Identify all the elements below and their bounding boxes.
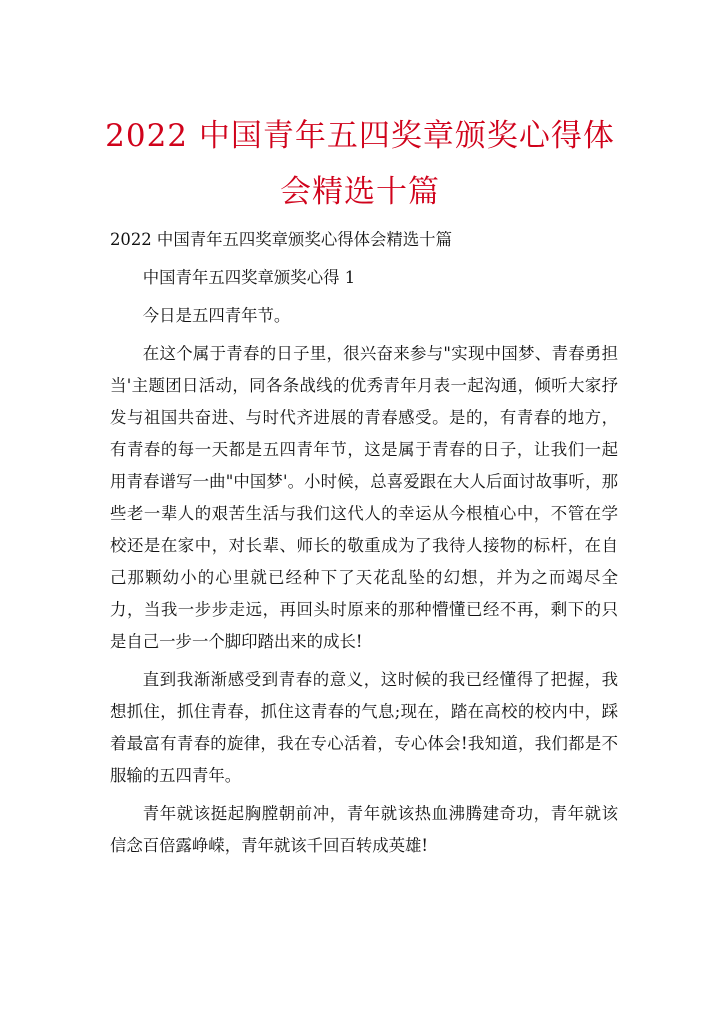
section-heading: 中国青年五四奖章颁奖心得 1 xyxy=(142,268,356,287)
paragraph-4: 青年就该挺起胸膛朝前冲，青年就该热血沸腾建奇功，青年就该信念百倍露峥嵘，青年就该千回百转成英雄! xyxy=(110,804,618,855)
title-line-1: 2022 中国青年五四奖章颁奖心得体 xyxy=(105,118,615,154)
document-body xyxy=(110,224,618,868)
paragraph-2: 在这个属于青春的日子里，很兴奋来参与"实现中国梦、青春勇担当'主题团日活动，同各条战线的优秀青年月表一起沟通，倾听大家抒发与祖国共奋进、与时代齐进展的青春感受。是的，有青春的地方，有青春的每一天都是五四青年节，这是属于青春的日子，让我们一起用青春谱写一曲"中国梦'。小时候，总喜爱跟在大人后面讨故事听，那些老一辈人的艰苦生活与我们这代人的幸运从今根植心中，不管在学校还是在家中，对长辈、师长的敬重成为了我待人接物的标杆，在自己那颗幼小的心里就已经种下了天花乱坠的幻想，并为之而竭尽全力，当我一步步走远，再回头时原来的那种懵懂已经不再，剩下的只是自己一步一个脚印踏出来的成长! xyxy=(110,344,618,651)
title-line-2: 会精选十篇 xyxy=(280,174,440,210)
paragraph-1: 今日是五四青年节。 xyxy=(142,306,291,325)
document-subtitle: 2022 中国青年五四奖章颁奖心得体会精选十篇 xyxy=(110,230,452,249)
paragraph-3: 直到我渐渐感受到青春的意义，这时候的我已经懂得了把握，我想抓住，抓住青春，抓住这青春的气息;现在，踏在高校的校内中，踩着最富有青春的旋律，我在专心活着，专心体会!我知道，我们都是不服输的五四青年。 xyxy=(110,670,618,785)
document-title xyxy=(90,108,630,220)
